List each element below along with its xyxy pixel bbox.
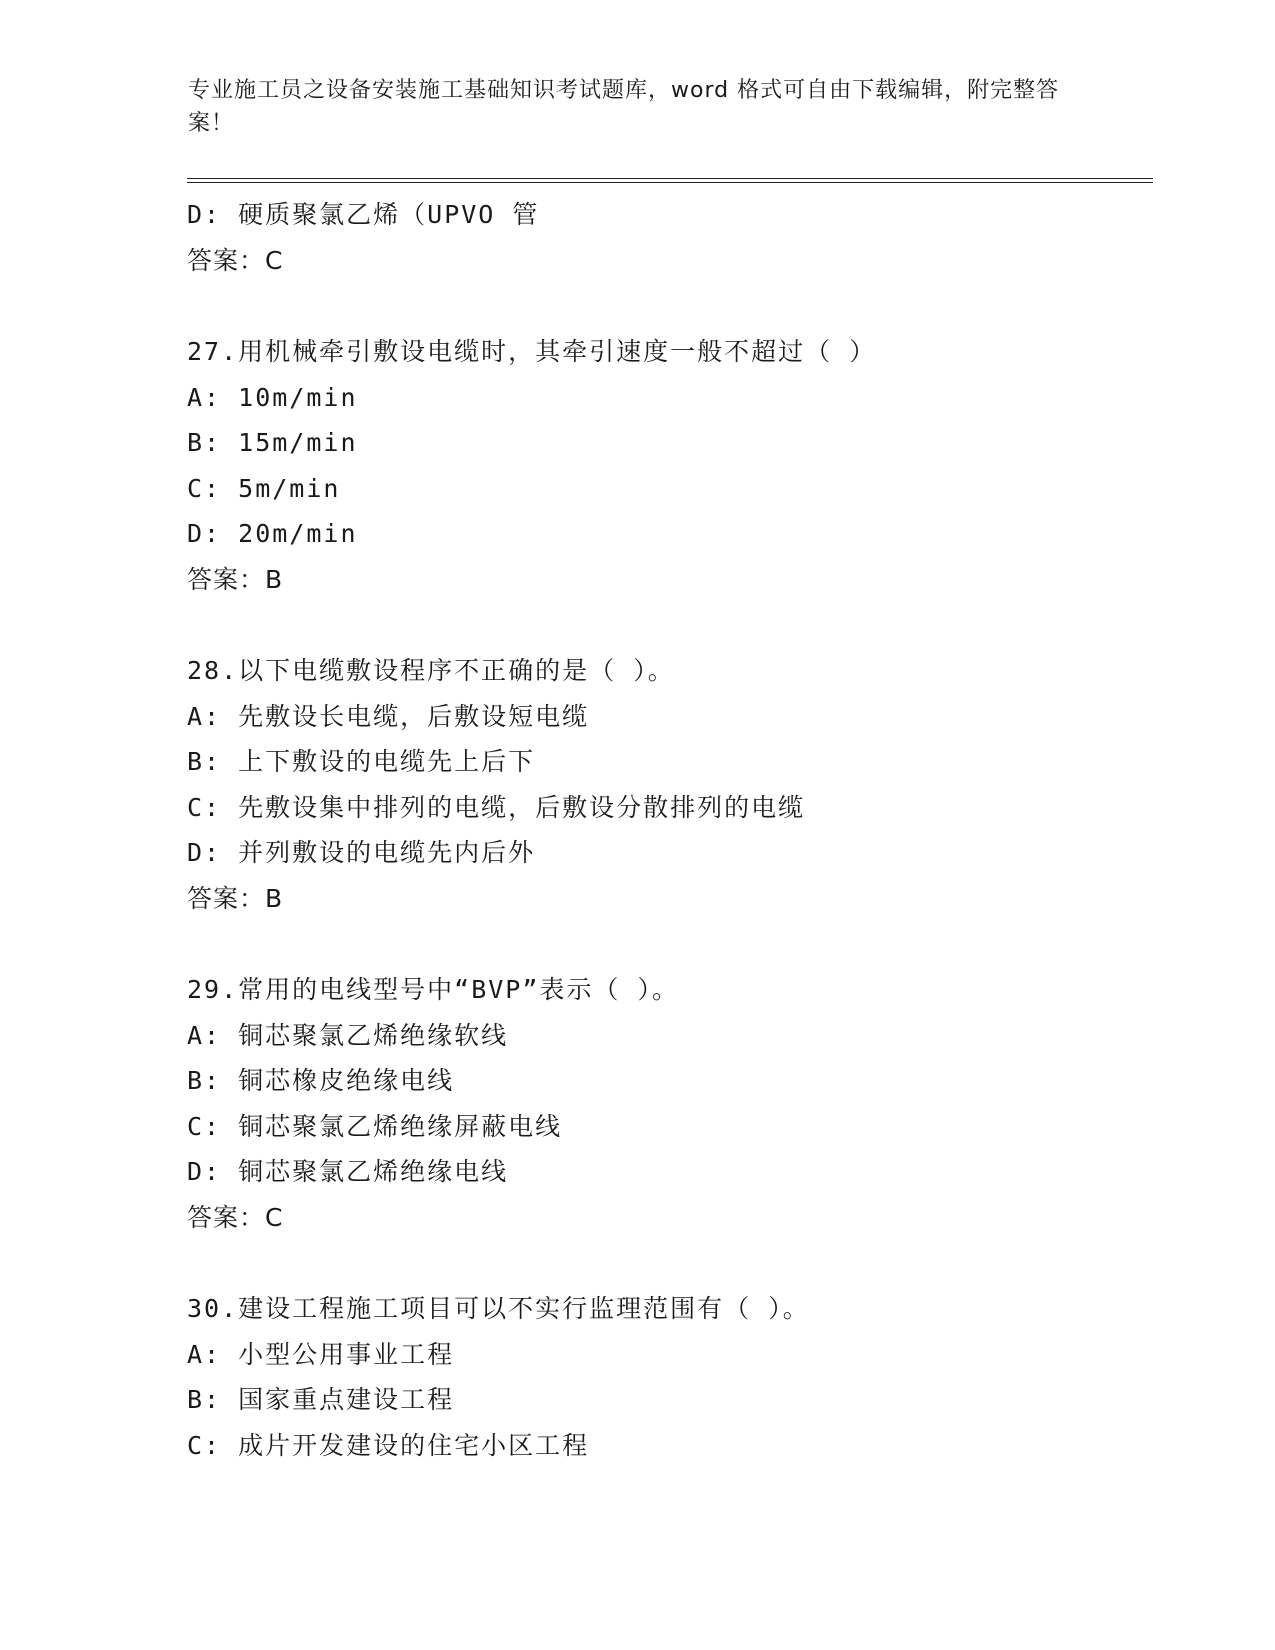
option-a: A: 铜芯聚氯乙烯绝缘软线 xyxy=(187,1020,509,1050)
answer-line: 答案：C xyxy=(187,245,284,275)
question-gap xyxy=(187,921,1147,967)
option-c: C: 先敷设集中排列的电缆，后敷设分散排列的电缆 xyxy=(187,792,806,822)
option-d: D: 20m/min xyxy=(187,519,358,548)
document-header: 专业施工员之设备安装施工基础知识考试题库，word 格式可自由下载编辑，附完整答案！ xyxy=(188,78,1060,136)
question-28 xyxy=(187,648,1147,921)
header-rule-top xyxy=(187,178,1153,179)
question-stem: 30.建设工程施工项目可以不实行监理范围有（ ）。 xyxy=(187,1294,810,1323)
question-27 xyxy=(187,329,1147,602)
question-stem: 29.常用的电线型号中“BVP”表示（ ）。 xyxy=(187,975,679,1004)
option-b: B: 国家重点建设工程 xyxy=(187,1385,455,1414)
option-d: D: 铜芯聚氯乙烯绝缘电线 xyxy=(187,1157,509,1186)
answer-line: 答案：B xyxy=(187,883,284,913)
option-d: D: 并列敷设的电缆先内后外 xyxy=(187,838,536,867)
question-stem: 27.用机械牵引敷设电缆时，其牵引速度一般不超过（ ） xyxy=(187,337,877,366)
option-c: C: 5m/min xyxy=(187,473,341,503)
option-d: D: 硬质聚氯乙烯（UPVO 管 xyxy=(187,200,540,229)
question-30 xyxy=(187,1286,1147,1468)
answer-line: 答案：B xyxy=(187,564,284,594)
option-c: C: 铜芯聚氯乙烯绝缘屏蔽电线 xyxy=(187,1111,563,1141)
option-b: B: 上下敷设的电缆先上后下 xyxy=(187,747,536,776)
question-stem: 28.以下电缆敷设程序不正确的是（ ）。 xyxy=(187,656,675,685)
previous-question-fragment xyxy=(187,192,1147,283)
option-c: C: 成片开发建设的住宅小区工程 xyxy=(187,1430,590,1460)
answer-line: 答案：C xyxy=(187,1202,284,1232)
question-gap xyxy=(187,1240,1147,1286)
header-rule-bottom xyxy=(187,182,1153,183)
option-a: A: 小型公用事业工程 xyxy=(187,1339,455,1369)
question-gap xyxy=(187,602,1147,648)
question-29 xyxy=(187,967,1147,1240)
option-b: B: 铜芯橡皮绝缘电线 xyxy=(187,1066,455,1095)
option-a: A: 10m/min xyxy=(187,382,358,412)
option-a: A: 先敷设长电缆，后敷设短电缆 xyxy=(187,701,590,731)
question-gap xyxy=(187,283,1147,329)
option-b: B: 15m/min xyxy=(187,428,358,457)
question-list xyxy=(187,192,1147,1468)
